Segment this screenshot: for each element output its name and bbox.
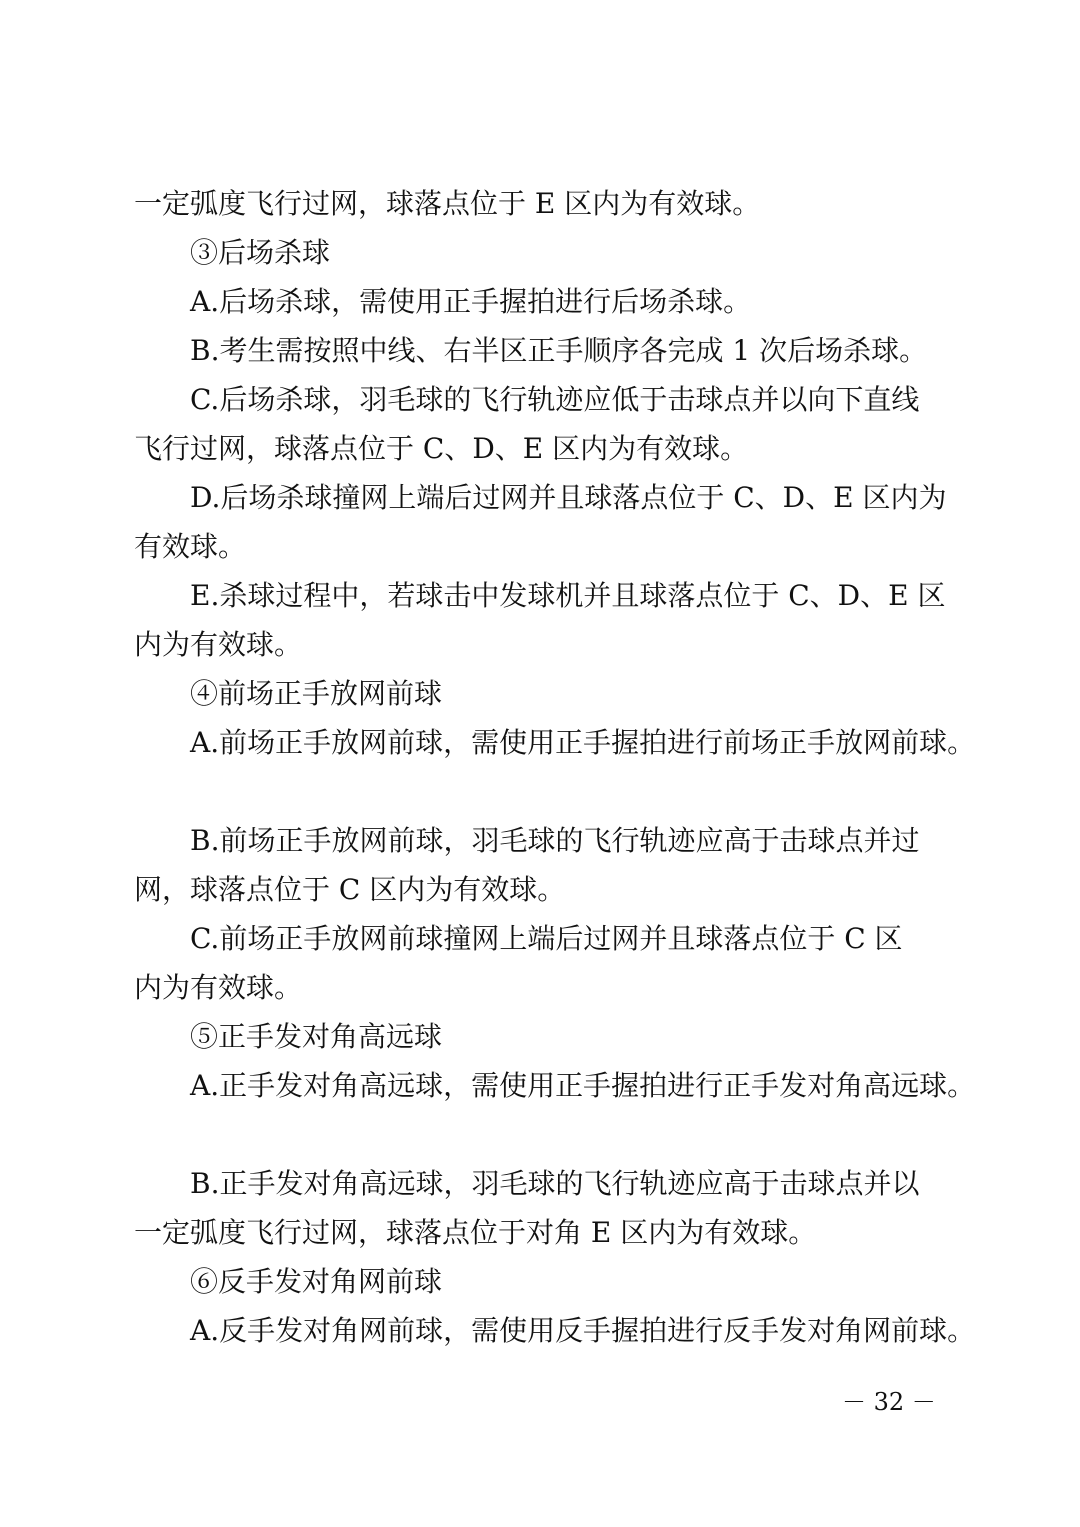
text-line: A.前场正手放网前球，需使用正手握拍进行前场正手放网前球。 (190, 726, 976, 759)
text-line: E.杀球过程中，若球击中发球机并且球落点位于 C、D、E 区 (190, 579, 946, 612)
text-line: A.后场杀球，需使用正手握拍进行后场杀球。 (190, 285, 752, 318)
text-line: B.正手发对角高远球，羽毛球的飞行轨迹应高于击球点并以 (190, 1167, 920, 1200)
page-number: － 32 － (842, 1388, 936, 1416)
text-line: 一定弧度飞行过网，球落点位于 E 区内为有效球。 (134, 187, 761, 220)
text-line: 内为有效球。 (134, 971, 303, 1004)
text-line: A.反手发对角网前球，需使用反手握拍进行反手发对角网前球。 (190, 1314, 976, 1347)
text-line: B.考生需按照中线、右半区正手顺序各完成 1 次后场杀球。 (190, 334, 928, 367)
text-line: A.正手发对角高远球，需使用正手握拍进行正手发对角高远球。 (190, 1069, 976, 1102)
text-line: C.前场正手放网前球撞网上端后过网并且球落点位于 C 区 (190, 922, 903, 955)
text-line: D.后场杀球撞网上端后过网并且球落点位于 C、D、E 区内为 (190, 481, 947, 514)
section-heading: ④前场正手放网前球 (190, 677, 443, 710)
text-line: 飞行过网，球落点位于 C、D、E 区内为有效球。 (134, 432, 749, 465)
text-line: 一定弧度飞行过网，球落点位于对角 E 区内为有效球。 (134, 1216, 817, 1249)
section-heading: ⑤正手发对角高远球 (190, 1020, 443, 1053)
text-line: 有效球。 (134, 530, 247, 563)
section-heading: ③后场杀球 (190, 236, 331, 269)
text-line: 内为有效球。 (134, 628, 303, 661)
text-line: 网，球落点位于 C 区内为有效球。 (134, 873, 566, 906)
text-line: C.后场杀球，羽毛球的飞行轨迹应低于击球点并以向下直线 (190, 383, 920, 416)
text-line: B.前场正手放网前球，羽毛球的飞行轨迹应高于击球点并过 (190, 824, 920, 857)
section-heading: ⑥反手发对角网前球 (190, 1265, 443, 1298)
